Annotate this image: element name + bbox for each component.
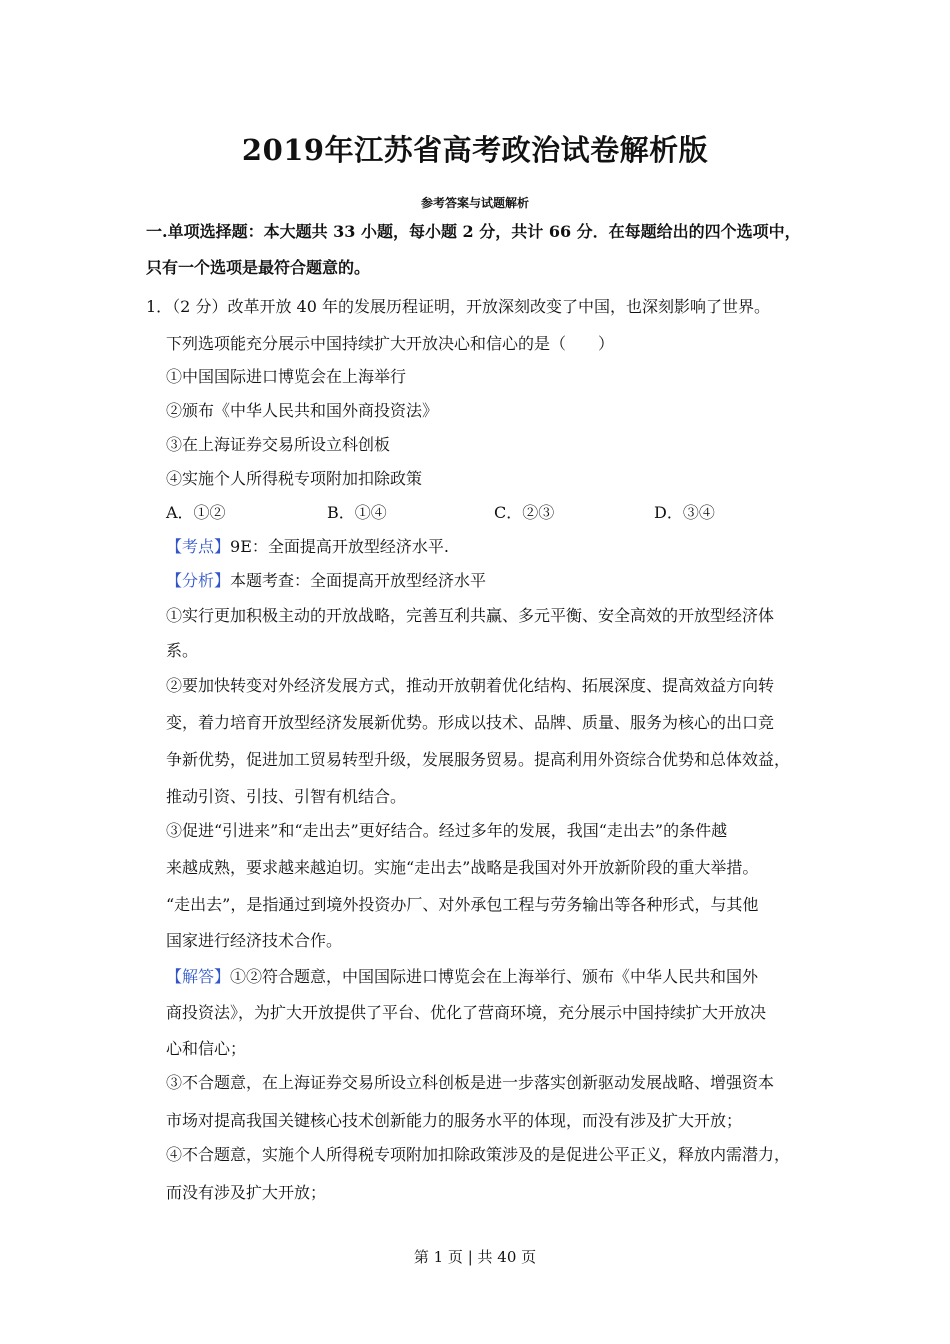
document-title: 2019年江苏省高考政治试卷解析版 (241, 133, 709, 167)
jieda-text: ①②符合题意，中国国际进口博览会在上海举行、颁布《中华人民共和国外 (230, 967, 759, 986)
jieda-paragraph-line: 心和信心； (166, 1039, 247, 1058)
option-b: B．①④ (327, 503, 387, 522)
fenxi-paragraph-line: ①实行更加积极主动的开放战略，完善互利共赢、多元平衡、安全高效的开放型经济体 (166, 606, 775, 625)
fenxi-tag: 【分析】 (166, 571, 231, 590)
question-stem: 1．（2 分）改革开放 40 年的发展历程证明，开放深刻改变了中国，也深刻影响了世界。 (146, 297, 770, 316)
fenxi-line (166, 568, 486, 591)
section-heading-line-2: 只有一个选项是最符合题意的。 (146, 258, 371, 277)
section-heading-line-1: 一.单项选择题：本大题共 33 小题，每小题 2 分，共计 66 分．在每题给出的四个选项中， (146, 222, 801, 241)
fenxi-paragraph-line: 推动引资、引技、引智有机结合。 (166, 787, 407, 806)
jieda-paragraph-line: ④不合题意，实施个人所得税专项附加扣除政策涉及的是促进公平正义，释放内需潜力， (166, 1145, 791, 1164)
statement-1: ①中国国际进口博览会在上海举行 (166, 367, 407, 386)
statement-4: ④实施个人所得税专项附加扣除政策 (166, 469, 423, 488)
fenxi-paragraph-line: ②要加快转变对外经济发展方式，推动开放朝着优化结构、拓展深度、提高效益方向转 (166, 676, 775, 695)
option-a: A．①② (166, 503, 226, 522)
jieda-paragraph-line: 而没有涉及扩大开放； (166, 1183, 327, 1202)
page-footer: 第 1 页 | 共 40 页 (413, 1248, 537, 1266)
option-c: C．②③ (494, 503, 555, 522)
jieda-line (166, 964, 758, 987)
kaodian-line (166, 534, 449, 557)
fenxi-paragraph-line: 变，着力培育开放型经济发展新优势。形成以技术、品牌、质量、服务为核心的出口竞 (166, 713, 775, 732)
fenxi-paragraph-line: “走出去”，是指通过到境外投资办厂、对外承包工程与劳务输出等各种形式，与其他 (166, 895, 759, 914)
statement-2: ②颁布《中华人民共和国外商投资法》 (166, 401, 439, 420)
document-subtitle: 参考答案与试题解析 (420, 196, 529, 210)
jieda-paragraph-line: 商投资法》，为扩大开放提供了平台、优化了营商环境，充分展示中国持续扩大开放决 (166, 1003, 767, 1022)
fenxi-paragraph-line: 国家进行经济技术合作。 (166, 931, 343, 950)
jieda-paragraph-line: ③不合题意，在上海证券交易所设立科创板是进一步落实创新驱动发展战略、增强资本 (166, 1073, 775, 1092)
jieda-tag: 【解答】 (166, 967, 231, 986)
kaodian-tag: 【考点】 (166, 537, 231, 556)
fenxi-paragraph-line: 争新优势，促进加工贸易转型升级，发展服务贸易。提高利用外资综合优势和总体效益， (166, 750, 791, 769)
question-prompt: 下列选项能充分展示中国持续扩大开放决心和信心的是（ ） (166, 334, 615, 353)
statement-3: ③在上海证券交易所设立科创板 (166, 435, 391, 454)
jieda-paragraph-line: 市场对提高我国关键核心技术创新能力的服务水平的体现，而没有涉及扩大开放； (166, 1111, 743, 1130)
fenxi-text: 本题考查：全面提高开放型经济水平 (230, 571, 487, 590)
fenxi-paragraph-line: 来越成熟，要求越来越迫切。实施“走出去”战略是我国对外开放新阶段的重大举措。 (166, 858, 759, 877)
fenxi-paragraph-line: ③促进“引进来”和“走出去”更好结合。经过多年的发展，我国“走出去”的条件越 (166, 821, 728, 840)
option-d: D．③④ (654, 503, 715, 522)
kaodian-text: 9E：全面提高开放型经济水平. (230, 537, 449, 556)
fenxi-paragraph-line: 系。 (166, 641, 199, 660)
